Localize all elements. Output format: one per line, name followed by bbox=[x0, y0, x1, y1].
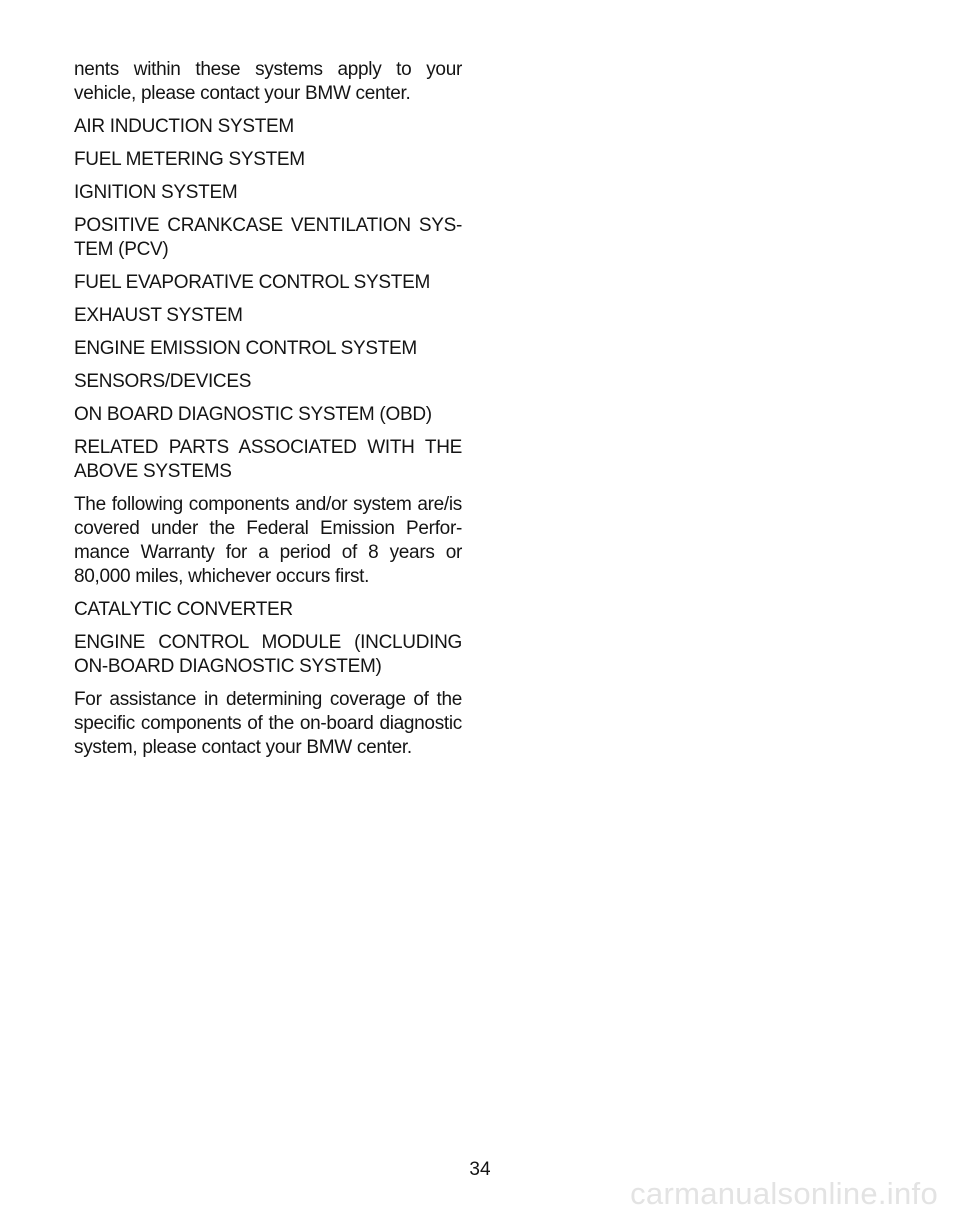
system-item-exhaust: EXHAUST SYSTEM bbox=[74, 305, 243, 326]
system-item-fuel-evaporative: FUEL EVAPORATIVE CONTROL SYSTEM bbox=[74, 272, 430, 293]
component-item-engine-control-module: ENGINE CONTROL MODULE (INCLUDING ON-BOARD DIAGNOSTIC SYSTEM) bbox=[74, 632, 462, 677]
system-item-ignition: IGNITION SYSTEM bbox=[74, 182, 238, 203]
watermark: carmanualsonline.info bbox=[630, 1176, 938, 1211]
text-column bbox=[74, 58, 462, 769]
system-item-related-parts: RELATED PARTS ASSOCIATED WITH THE ABOVE SYSTEMS bbox=[74, 437, 462, 482]
system-item-air-induction: AIR INDUCTION SYSTEM bbox=[74, 116, 294, 137]
system-item-obd: ON BOARD DIAGNOSTIC SYSTEM (OBD) bbox=[74, 404, 432, 425]
page-number: 34 bbox=[469, 1159, 491, 1180]
component-item-catalytic-converter: CATALYTIC CONVERTER bbox=[74, 599, 293, 620]
system-item-pcv: POSITIVE CRANKCASE VENTILATION SYS-TEM (PCV) bbox=[74, 215, 462, 260]
paragraph-continuation: nents within these systems apply to your vehicle, please contact your BMW center. bbox=[74, 59, 462, 104]
system-item-engine-emission: ENGINE EMISSION CONTROL SYSTEM bbox=[74, 338, 417, 359]
system-item-sensors: SENSORS/DEVICES bbox=[74, 371, 252, 392]
system-item-fuel-metering: FUEL METERING SYSTEM bbox=[74, 149, 305, 170]
paragraph-assistance: For assistance in determining coverage of the specific components of the on-board diagnostic system, please contact your BMW center. bbox=[74, 689, 462, 758]
paragraph-performance-warranty: The following components and/or system are/is covered under the Federal Emission Perfor-mance Warranty for a period of 8 years or 80,000 miles, whichever occurs first. bbox=[74, 494, 462, 587]
